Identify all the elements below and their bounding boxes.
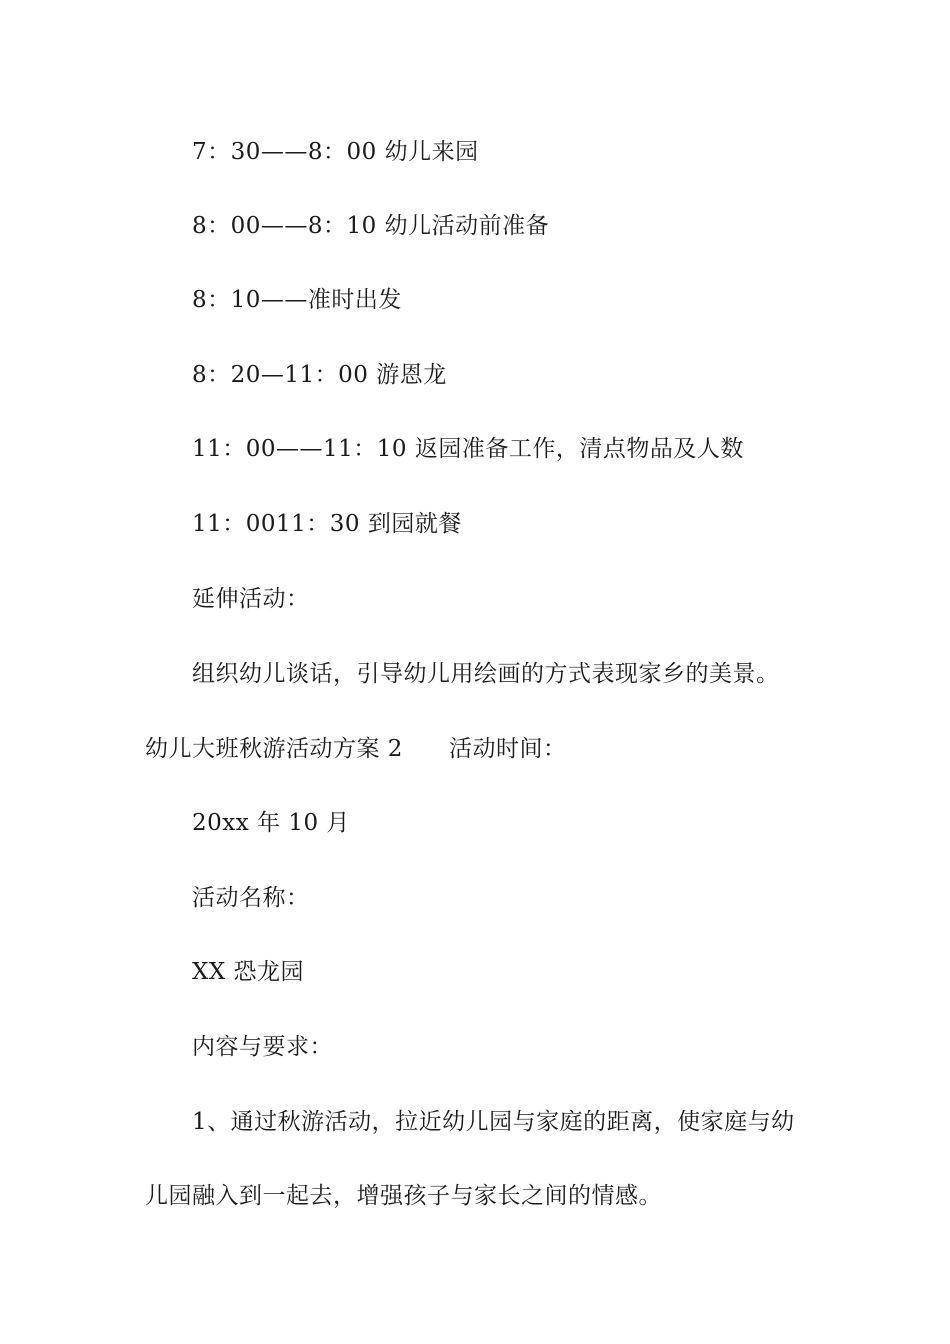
time-heading: 活动时间： — [448, 736, 567, 762]
plan2-title-line — [145, 734, 566, 764]
schedule-item-1: 7：30——8：00 幼儿来园 — [192, 139, 479, 165]
plan2-title: 幼儿大班秋游活动方案 2 — [145, 736, 403, 762]
extension-text: 组织幼儿谈话，引导幼儿用绘画的方式表现家乡的美景。 — [192, 661, 780, 687]
schedule-item-5: 11：00——11：10 返园准备工作，清点物品及人数 — [192, 436, 744, 462]
extension-heading: 延伸活动： — [192, 586, 310, 612]
schedule-item-2: 8：00——8：10 幼儿活动前准备 — [192, 213, 550, 239]
name-value: XX 恐龙园 — [192, 959, 305, 985]
schedule-item-6: 11：0011：30 到园就餐 — [192, 511, 462, 537]
requirements-heading: 内容与要求： — [192, 1034, 333, 1060]
requirement-1-line-2: 儿园融入到一起去，增强孩子与家长之间的情感。 — [145, 1183, 662, 1209]
requirement-1-line-1: 1、通过秋游活动，拉近幼儿园与家庭的距离，使家庭与幼 — [192, 1109, 795, 1135]
schedule-item-4: 8：20—11：00 游恩龙 — [192, 362, 447, 388]
name-heading: 活动名称： — [192, 885, 310, 911]
time-value: 20xx 年 10 月 — [192, 810, 350, 836]
schedule-item-3: 8：10——准时出发 — [192, 287, 402, 313]
